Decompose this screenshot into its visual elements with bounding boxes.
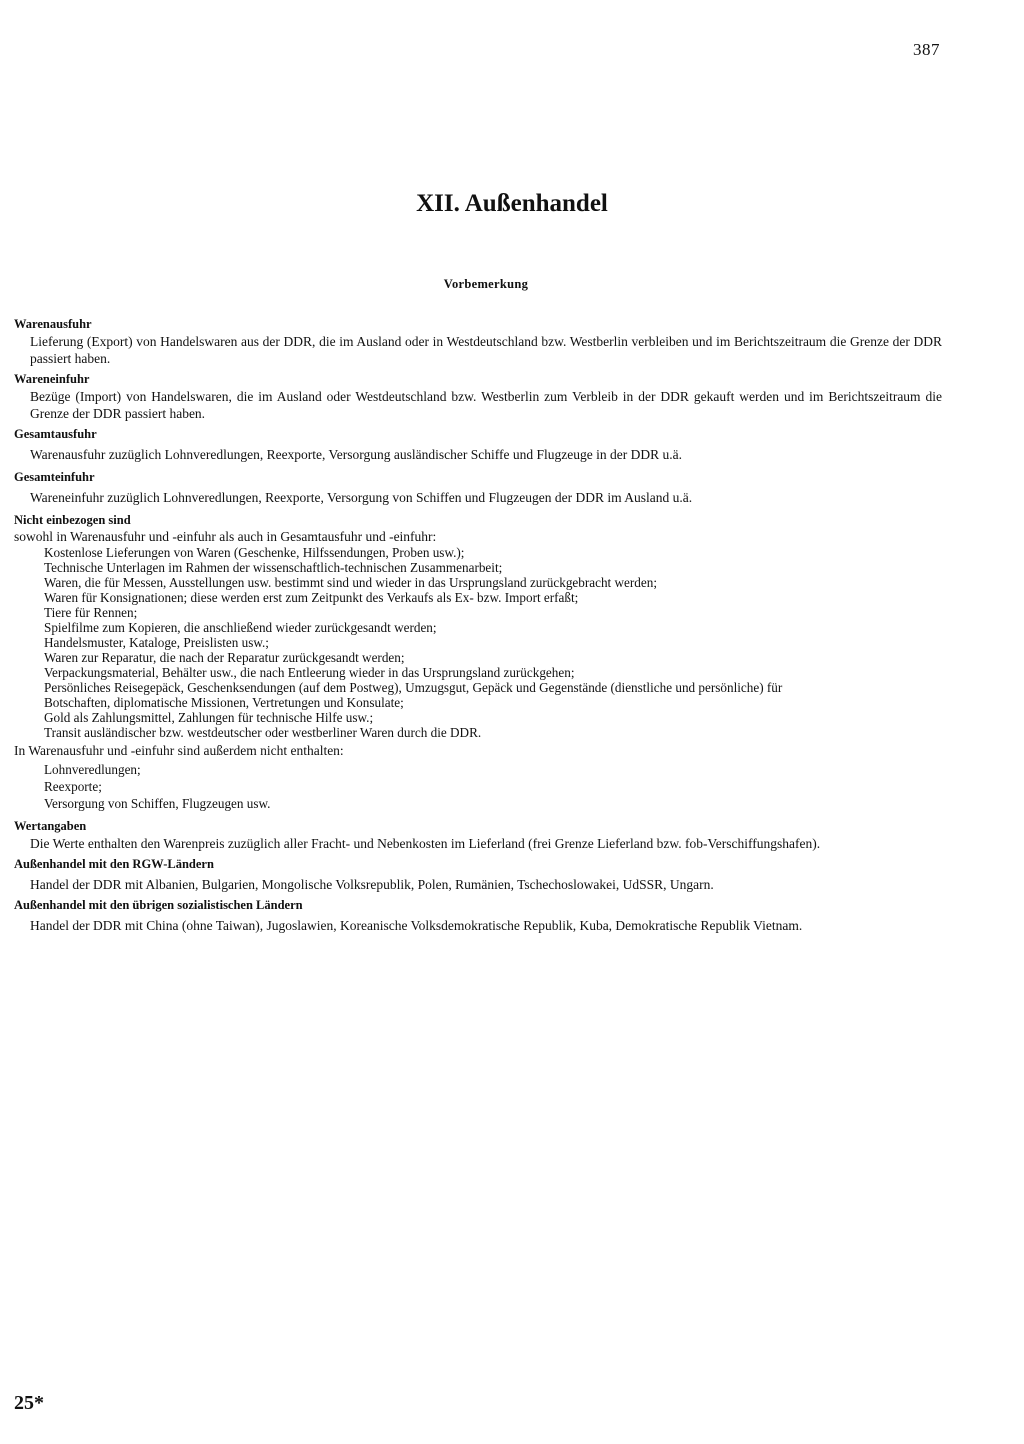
list-item: Versorgung von Schiffen, Flugzeugen usw.	[44, 796, 271, 811]
list-item: Kostenlose Lieferungen von Waren (Geschenke, Hilfssendungen, Proben usw.);	[44, 545, 465, 560]
section-gesamtausfuhr	[14, 426, 942, 463]
section-text: Handel der DDR mit China (ohne Taiwan), Jugoslawien, Koreanische Volksdemokratische Republik, Kuba, Demokratische Republik Vietnam.	[30, 918, 803, 933]
list-item: Transit ausländischer bzw. westdeutscher oder westberliner Waren durch die DDR.	[44, 725, 482, 740]
section-rgw	[14, 856, 942, 893]
section-heading: Nicht einbezogen sind	[14, 513, 131, 527]
section-sozialistische	[14, 897, 942, 934]
section-heading: Außenhandel mit den RGW-Ländern	[14, 857, 214, 871]
section-heading: Wertangaben	[14, 819, 87, 833]
list-item: Persönliches Reisegepäck, Geschenksendungen (auf dem Postweg), Umzugsgut, Gepäck und Gegenstände (dienstliche und persönliche) für	[44, 680, 783, 695]
section-text: Handel der DDR mit Albanien, Bulgarien, Mongolische Volksrepublik, Polen, Rumänien, Tschechoslowakei, UdSSR, Ungarn.	[30, 877, 714, 892]
section-wertangaben	[14, 818, 942, 852]
section-text: Wareneinfuhr zuzüglich Lohnveredlungen, Reexporte, Versorgung von Schiffen und Flugzeugen der DDR im Ausland u.ä.	[30, 490, 693, 505]
page-number: 387	[913, 40, 940, 59]
section-gesamteinfuhr	[14, 469, 942, 506]
section-text: Lieferung (Export) von Handelswaren aus der DDR, die im Ausland oder in Westdeutschland bzw. Westberlin verbleiben und im Berichtszeitraum die Grenze der DDR passiert haben.	[30, 334, 942, 366]
section-heading: Wareneinfuhr	[14, 372, 90, 386]
list-item: Technische Unterlagen im Rahmen der wissenschaftlich-technischen Zusammenarbeit;	[44, 560, 503, 575]
list-item: Spielfilme zum Kopieren, die anschließend wieder zurückgesandt werden;	[44, 620, 437, 635]
section-text: Warenausfuhr zuzüglich Lohnveredlungen, Reexporte, Versorgung ausländischer Schiffe und Flugzeuge in der DDR u.ä.	[30, 447, 682, 462]
chapter-title: XII. Außenhandel	[416, 190, 608, 217]
list-item: Reexporte;	[44, 779, 102, 794]
section-heading: Gesamtausfuhr	[14, 427, 97, 441]
list-item: Waren zur Reparatur, die nach der Reparatur zurückgesandt werden;	[44, 650, 405, 665]
list-item: Waren, die für Messen, Ausstellungen usw. bestimmt sind und wieder in das Ursprungsland zurückgebracht werden;	[44, 575, 657, 590]
exclusion-intro: sowohl in Warenausfuhr und -einfuhr als auch in Gesamtausfuhr und -einfuhr:	[14, 529, 437, 544]
list-item: Lohnveredlungen;	[44, 762, 141, 777]
list-item: Tiere für Rennen;	[44, 605, 138, 620]
list-item: Gold als Zahlungsmittel, Zahlungen für technische Hilfe usw.;	[44, 710, 374, 725]
exclusion-list	[14, 545, 942, 740]
section-heading: Gesamteinfuhr	[14, 470, 95, 484]
exclusion-list-2	[14, 761, 942, 812]
section-heading: Warenausfuhr	[14, 317, 92, 331]
exclusion-intro-2: In Warenausfuhr und -einfuhr sind außerdem nicht enthalten:	[14, 743, 344, 758]
section-text: Bezüge (Import) von Handelswaren, die im Ausland oder Westdeutschland bzw. Westberlin zum Verbleib in der DDR gekauft werden und im Berichtszeitraum die Grenze der DDR passiert haben.	[30, 389, 942, 421]
preface-title: Vorbemerkung	[443, 277, 529, 291]
section-warenausfuhr	[14, 316, 942, 367]
section-heading: Außenhandel mit den übrigen sozialistischen Ländern	[14, 898, 303, 912]
signature-mark: 25*	[14, 1392, 44, 1414]
section-nicht-einbezogen	[14, 512, 942, 812]
section-wareneinfuhr	[14, 371, 942, 422]
list-item: Verpackungsmaterial, Behälter usw., die nach Entleerung wieder in das Ursprungsland zurückgehen;	[44, 665, 575, 680]
section-text: Die Werte enthalten den Warenpreis zuzüglich aller Fracht- und Nebenkosten im Lieferland (frei Grenze Lieferland bzw. fob-Verschiffungshafen).	[30, 836, 821, 851]
list-item: Waren für Konsignationen; diese werden erst zum Zeitpunkt des Verkaufs als Ex- bzw. Import erfaßt;	[44, 590, 579, 605]
document-body	[14, 314, 942, 938]
list-item: Handelsmuster, Kataloge, Preislisten usw.;	[44, 635, 269, 650]
list-item: Botschaften, diplomatische Missionen, Vertretungen und Konsulate;	[44, 695, 404, 710]
